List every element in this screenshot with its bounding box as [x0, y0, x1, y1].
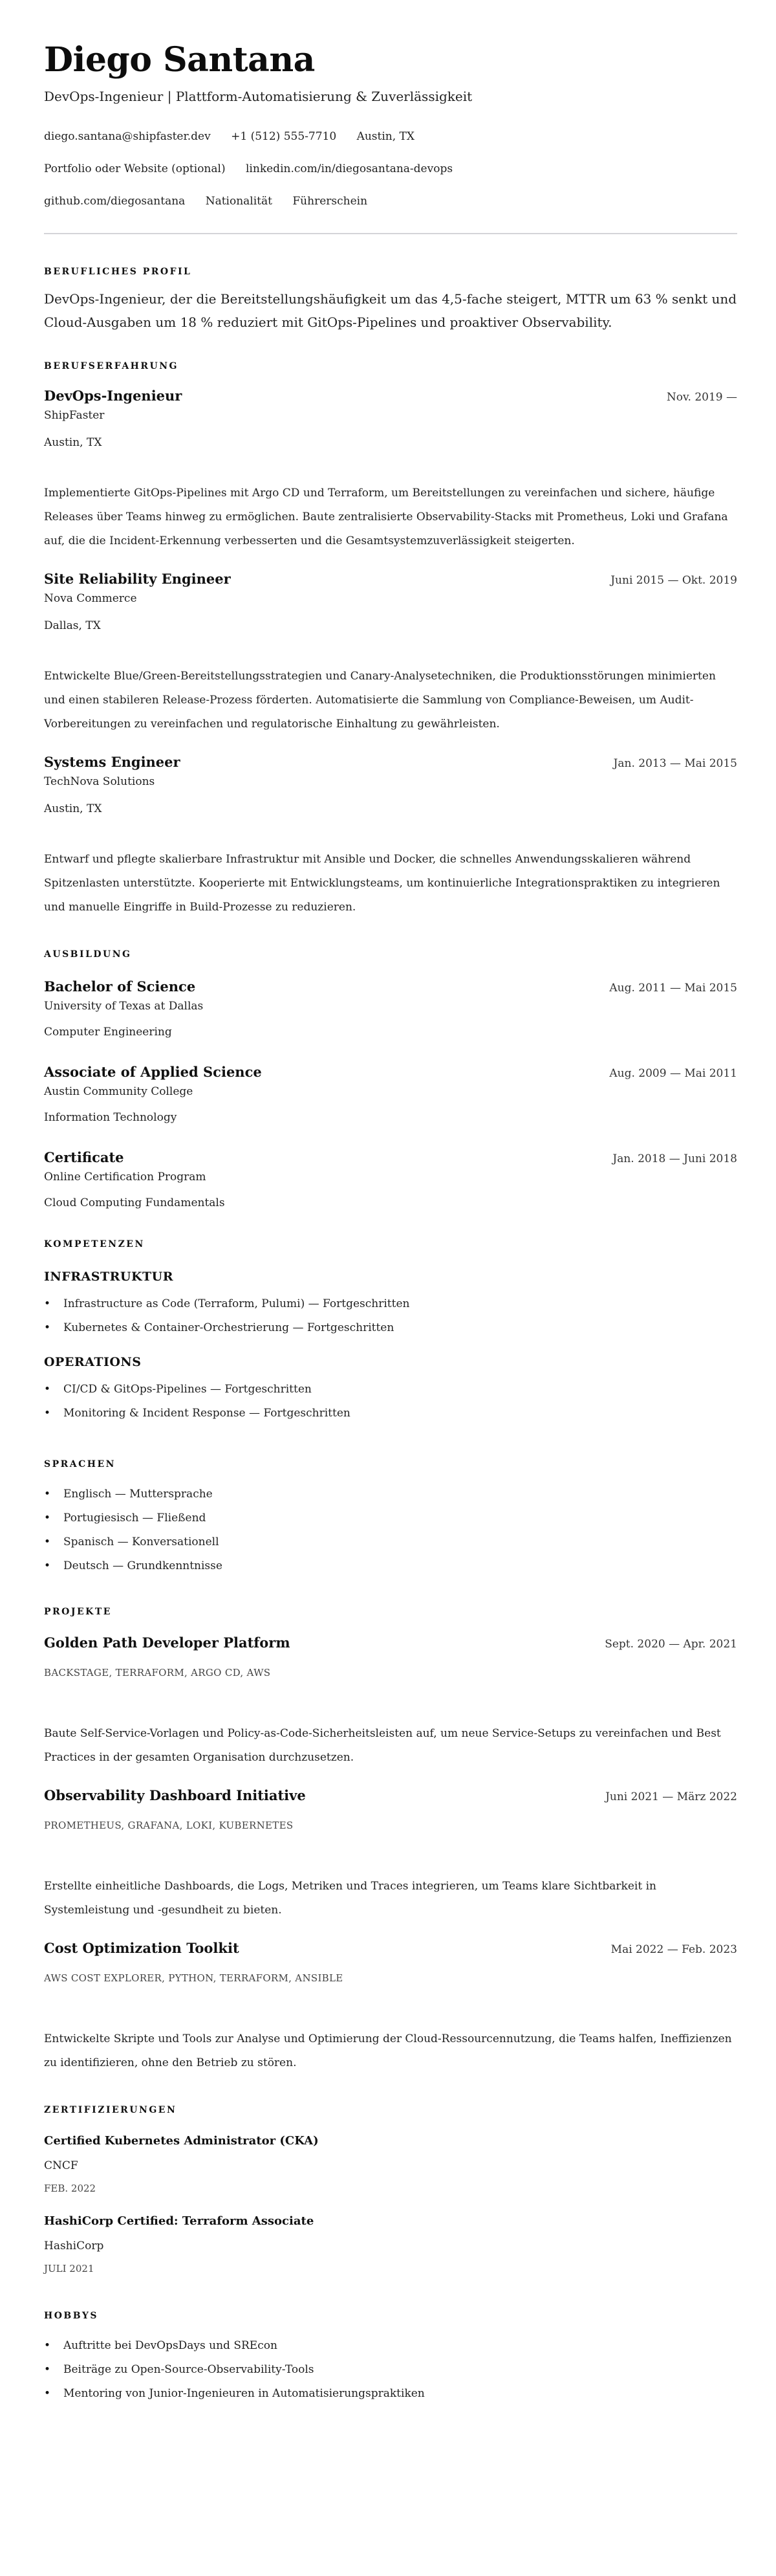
project-entry — [44, 1634, 737, 1770]
section-profile — [44, 265, 737, 334]
language-item: • Spanisch — Konversationell — [44, 1530, 737, 1554]
location: Austin, TX — [356, 130, 415, 143]
project-tech-stack: AWS COST EXPLORER, PYTHON, TERRAFORM, ANSIBLE — [44, 1972, 343, 1984]
hobby-list — [44, 2334, 737, 2406]
school: Online Certification Program — [44, 1171, 206, 1183]
job-title: Systems Engineer — [44, 754, 180, 770]
education-entry — [44, 1063, 737, 1127]
section-certifications — [44, 2104, 737, 2277]
hobby-item: • Beiträge zu Open-Source-Observability-Tools — [44, 2358, 737, 2382]
contact-info — [44, 120, 737, 217]
project-description: Baute Self-Service-Vorlagen und Policy-as-Code-Sicherheitsleisten auf, um neue Service-Setups zu vereinfachen und Best Practices in der gesamten Organisation durchzusetzen. — [44, 1727, 721, 1764]
degree: Associate of Applied Science — [44, 1064, 262, 1080]
section-title: KOMPETENZEN — [44, 1239, 145, 1249]
profile-summary: DevOps-Ingenieur, der die Bereitstellungshäufigkeit um das 4,5-fache steigert, MTTR um 63 % senkt und Cloud-Ausgaben um 18 % reduziert mit GitOps-Pipelines und proaktiver Observability. — [44, 291, 737, 330]
skill-group-title: INFRASTRUKTUR — [44, 1270, 174, 1284]
language-item: • Portugiesisch — Fließend — [44, 1506, 737, 1530]
nationality: Nationalität — [205, 195, 272, 208]
project-name: Golden Path Developer Platform — [44, 1635, 290, 1651]
headline: DevOps-Ingenieur | Plattform-Automatisierung & Zuverlässigkeit — [44, 89, 473, 104]
hobby-item: • Mentoring von Junior-Ingenieuren in Automatisierungspraktiken — [44, 2382, 737, 2406]
section-title: BERUFSERFAHRUNG — [44, 361, 179, 371]
education-dates: Jan. 2018 — Juni 2018 — [612, 1152, 737, 1165]
school: University of Texas at Dallas — [44, 1000, 204, 1013]
certification-issuer: CNCF — [44, 2159, 78, 2172]
project-description: Entwickelte Skripte und Tools zur Analyse und Optimierung der Cloud-Ressourcennutzung, die Teams halfen, Ineffizienzen zu identifizieren, ohne den Betrieb zu stören. — [44, 2032, 732, 2069]
skill-group — [44, 1268, 737, 1340]
language-item: • Deutsch — Grundkenntnisse — [44, 1554, 737, 1578]
degree: Bachelor of Science — [44, 978, 196, 995]
certification-entry — [44, 2212, 737, 2277]
project-dates: Mai 2022 — Feb. 2023 — [610, 1943, 737, 1956]
section-skills — [44, 1238, 737, 1426]
resume-header — [44, 38, 737, 234]
project-description: Erstellte einheitliche Dashboards, die Logs, Metriken und Traces integrieren, um Teams klare Sichtbarkeit in Systemleistung und -gesundheit zu bieten. — [44, 1880, 656, 1917]
education-dates: Aug. 2009 — Mai 2011 — [609, 1067, 737, 1080]
language-item: • Englisch — Muttersprache — [44, 1482, 737, 1506]
company: Nova Commerce — [44, 592, 137, 605]
section-experience — [44, 360, 737, 919]
section-title: PROJEKTE — [44, 1607, 112, 1617]
drivers-license: Führerschein — [292, 195, 368, 208]
linkedin-link[interactable]: linkedin.com/in/diegosantana-devops — [246, 162, 453, 175]
job-location: Austin, TX — [44, 802, 102, 815]
certification-issuer: HashiCorp — [44, 2240, 104, 2252]
skill-group-title: OPERATIONS — [44, 1355, 142, 1369]
project-name: Observability Dashboard Initiative — [44, 1787, 306, 1803]
portfolio-link[interactable]: Portfolio oder Website (optional) — [44, 162, 226, 175]
section-title: ZERTIFIZIERUNGEN — [44, 2105, 177, 2115]
section-title: HOBBYS — [44, 2311, 98, 2321]
github-link[interactable]: github.com/diegosantana — [44, 195, 186, 208]
company: TechNova Solutions — [44, 775, 155, 788]
certification-date: FEB. 2022 — [44, 2183, 96, 2194]
job-description: Entwickelte Blue/Green-Bereitstellungsstrategien und Canary-Analysetechniken, die Produktionsstörungen minimierten und einen stabileren Release-Prozess förderten. Automatisierte die Sammlung von Compliance-Beweisen, um Audit-Vorbereitungen zu vereinfachen und regulatorische Einhaltung zu gewährleisten. — [44, 670, 716, 731]
degree: Certificate — [44, 1149, 124, 1165]
school: Austin Community College — [44, 1085, 193, 1098]
contact-row — [44, 153, 737, 185]
job-location: Austin, TX — [44, 436, 102, 449]
job-dates: Nov. 2019 — — [666, 391, 737, 404]
header-divider — [44, 233, 737, 234]
phone: +1 (512) 555-7710 — [231, 130, 337, 143]
project-dates: Juni 2021 — März 2022 — [605, 1790, 737, 1803]
skill-group — [44, 1353, 737, 1426]
section-title: BERUFLICHES PROFIL — [44, 267, 192, 277]
field-of-study: Computer Engineering — [44, 1026, 172, 1039]
job-description: Implementierte GitOps-Pipelines mit Argo CD und Terraform, um Bereitstellungen zu vereinfachen und sichere, häufige Releases über Teams hinweg zu ermöglichen. Baute zentralisierte Observability-Stacks mit Prometheus, Loki und Grafana auf, die die Incident-Erkennung verbesserten und die Gesamtsystemzuverlässigkeit steigerten. — [44, 487, 728, 547]
project-tech-stack: PROMETHEUS, GRAFANA, LOKI, KUBERNETES — [44, 1820, 294, 1831]
experience-entry — [44, 753, 737, 919]
education-entry — [44, 978, 737, 1041]
education-entry — [44, 1149, 737, 1212]
experience-entry — [44, 387, 737, 553]
job-title: DevOps-Ingenieur — [44, 388, 182, 404]
job-description: Entwarf und pflegte skalierbare Infrastruktur mit Ansible und Docker, die schnelles Anwendungsskalieren während Spitzenlasten unterstützte. Kooperierte mit Entwicklungsteams, um kontinuierliche Integrationspraktiken zu integrieren und manuelle Eingriffe in Build-Prozesse zu reduzieren. — [44, 853, 720, 914]
hobby-item: • Auftritte bei DevOpsDays und SREcon — [44, 2334, 737, 2358]
skill-item: • Monitoring & Incident Response — Fortgeschritten — [44, 1402, 737, 1426]
section-title: SPRACHEN — [44, 1459, 116, 1470]
contact-row — [44, 185, 737, 217]
job-location: Dallas, TX — [44, 619, 101, 632]
project-name: Cost Optimization Toolkit — [44, 1940, 239, 1956]
project-dates: Sept. 2020 — Apr. 2021 — [605, 1638, 737, 1651]
certification-name: Certified Kubernetes Administrator (CKA) — [44, 2134, 319, 2148]
company: ShipFaster — [44, 409, 105, 422]
skill-item: • Infrastructure as Code (Terraform, Pulumi) — Fortgeschritten — [44, 1292, 737, 1316]
skill-list — [44, 1378, 737, 1426]
language-list — [44, 1482, 737, 1578]
certification-date: JULI 2021 — [44, 2263, 94, 2274]
email[interactable]: diego.santana@shipfaster.dev — [44, 130, 211, 143]
field-of-study: Cloud Computing Fundamentals — [44, 1196, 225, 1209]
job-title: Site Reliability Engineer — [44, 571, 231, 587]
section-title: AUSBILDUNG — [44, 949, 132, 960]
skill-item: • Kubernetes & Container-Orchestrierung — Fortgeschritten — [44, 1316, 737, 1340]
project-entry — [44, 1787, 737, 1922]
project-tech-stack: BACKSTAGE, TERRAFORM, ARGO CD, AWS — [44, 1667, 271, 1679]
education-dates: Aug. 2011 — Mai 2015 — [609, 982, 737, 995]
skill-item: • CI/CD & GitOps-Pipelines — Fortgeschritten — [44, 1378, 737, 1402]
section-languages — [44, 1458, 737, 1578]
certification-name: HashiCorp Certified: Terraform Associate — [44, 2214, 314, 2228]
contact-row — [44, 120, 737, 153]
section-projects — [44, 1605, 737, 2075]
job-dates: Juni 2015 — Okt. 2019 — [610, 574, 737, 587]
certification-entry — [44, 2132, 737, 2197]
experience-entry — [44, 570, 737, 736]
job-dates: Jan. 2013 — Mai 2015 — [613, 757, 737, 770]
field-of-study: Information Technology — [44, 1111, 177, 1124]
section-hobbies — [44, 2309, 737, 2406]
project-entry — [44, 1939, 737, 2075]
section-education — [44, 948, 737, 1212]
skill-list — [44, 1292, 737, 1340]
candidate-name: Diego Santana — [44, 40, 315, 80]
